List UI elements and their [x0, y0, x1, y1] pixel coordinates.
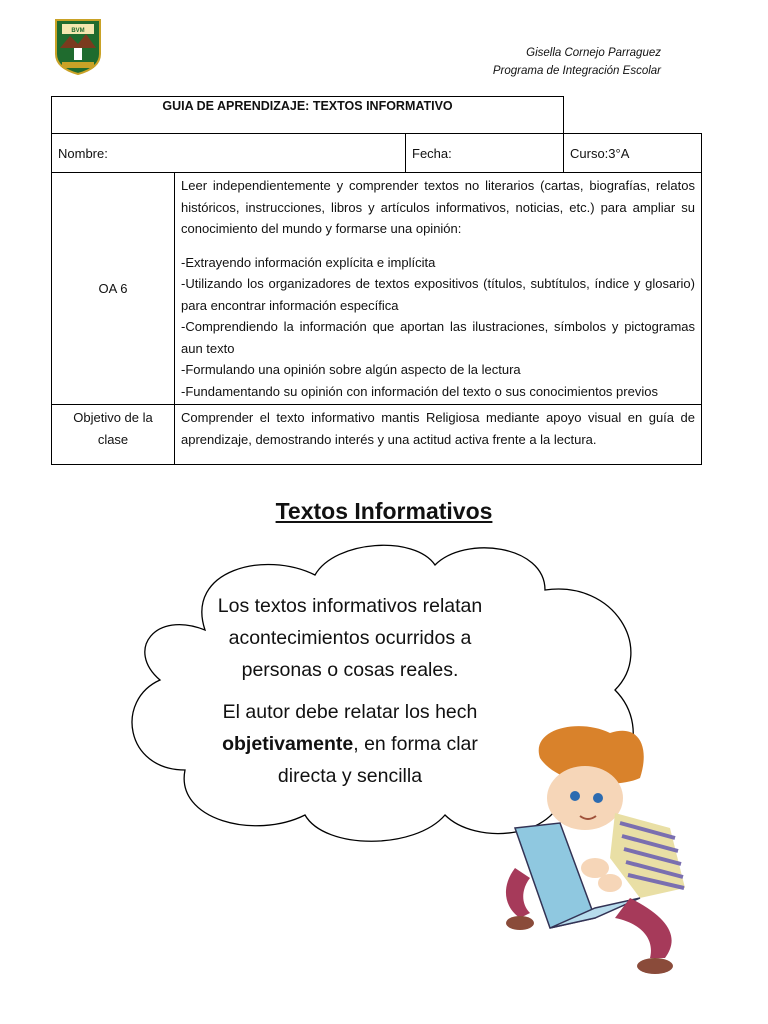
cloud-line: personas o cosas reales.: [241, 659, 459, 681]
oa-label: OA 6: [52, 173, 175, 405]
oa-description: [175, 173, 702, 405]
objective-label: Objetivo de la clase: [52, 405, 175, 465]
cloud-bold-word: objetivamente: [222, 733, 354, 755]
guide-table: [51, 96, 702, 465]
course-field: Curso:3°A: [564, 134, 702, 173]
author-name: Gisella Cornejo Parraguez: [526, 47, 661, 59]
date-field: Fecha:: [406, 134, 564, 173]
cloud-line: directa y sencilla: [277, 765, 423, 787]
cloud-line: El autor debe relatar los hech: [222, 701, 478, 723]
author-block: [493, 44, 661, 80]
cloud-text: [190, 590, 510, 792]
oa-item: -Formulando una opinión sobre algún aspecto de la lectura: [181, 362, 521, 377]
cloud-line: Los textos informativos relatan: [217, 595, 483, 617]
section-title: Textos Informativos: [275, 498, 493, 524]
cloud-line: [190, 728, 510, 760]
oa-item: -Fundamentando su opinión con información del texto o sus conocimientos previos: [181, 383, 658, 399]
oa-intro: Leer independientemente y comprender textos no literarios (cartas, biografías, relatos históricos, instrucciones, libros y artículos informativos, noticias, etc.) para ampliar su conocimiento del mundo y formarse una opinión:: [181, 178, 695, 236]
oa-item: -Extrayendo información explícita e implícita: [181, 254, 436, 270]
oa-item: -Utilizando los organizadores de textos expositivos (títulos, subtítulos, índice y glosario) para encontrar información específica: [181, 276, 695, 313]
oa-item: -Comprendiendo la información que aportan las ilustraciones, símbolos y pictogramas aun texto: [181, 319, 695, 356]
boy-with-laptop-illustration: [500, 718, 720, 978]
author-program: Programa de Integración Escolar: [492, 65, 661, 77]
guide-title: GUIA DE APRENDIZAJE: TEXTOS INFORMATIVO: [52, 97, 564, 134]
logo-text: BVM: [71, 28, 85, 34]
cloud-line-rest: , en forma clar: [353, 733, 478, 755]
objective-text: Comprender el texto informativo mantis Religiosa mediante apoyo visual en guía de aprendizaje, demostrando interés y una actitud activa frente a la lectura.: [175, 405, 702, 465]
name-field: Nombre:: [52, 134, 406, 173]
cloud-line: acontecimientos ocurridos a: [228, 627, 472, 649]
school-logo: [54, 18, 102, 76]
